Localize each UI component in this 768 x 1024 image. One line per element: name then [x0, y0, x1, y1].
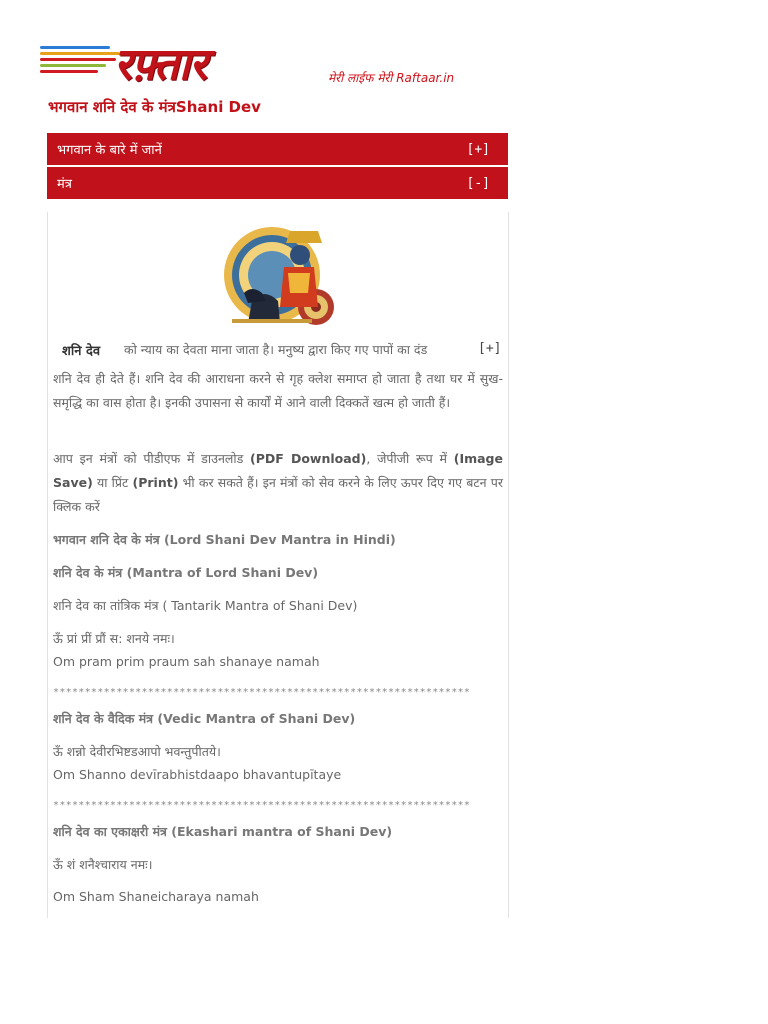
pdf-download-label: (PDF Download) [250, 451, 367, 466]
ekakshari-mantra-roman: Om Sham Shaneicharaya namah [53, 889, 259, 904]
tantrik-mantra-hindi: ऊँ प्रां प्रीं प्रौं स: शनये नमः। [53, 631, 175, 646]
tantrik-heading: शनि देव का तांत्रिक मंत्र ( Tantarik Mantra of Shani Dev) [53, 598, 358, 613]
separator: ****************************************************************** [53, 800, 471, 811]
intro-deity-name: शनि देव [62, 344, 101, 359]
tantrik-mantra-roman: Om pram prim praum sah shanaye namah [53, 654, 320, 669]
download-note-text: या प्रिंट [92, 475, 133, 490]
print-label: (Print) [132, 475, 179, 490]
raftaar-logo[interactable] [40, 38, 484, 92]
download-note-text: , जेपीजी रूप में [366, 451, 454, 466]
read-more-toggle[interactable]: [+] [478, 341, 502, 356]
mantra-sub-heading: शनि देव के मंत्र (Mantra of Lord Shani Dev) [53, 565, 319, 580]
intro-continuation: शनि देव ही देते हैं। शनि देव की आराधना करने से गृह क्लेश समाप्त हो जाता है तथा घर में सुख-समृद्धि का वास होता है। इनकी उपासना से कार्यों में आने वाली दिक्कतें खत्म हो जाती हैं। [53, 371, 503, 410]
logo-streak [40, 70, 98, 73]
vedic-mantra-hindi: ऊँ शन्नो देवीरभिष्टडआपो भवन्तुपीतये। [53, 744, 221, 759]
logo-streak [40, 52, 120, 55]
shani-dev-image [222, 223, 334, 333]
accordion-label: मंत्र [57, 177, 72, 192]
intro-lead-text: को न्याय का देवता माना जाता है। मनुष्य द्वारा किए गए पापों का दंड [124, 342, 428, 357]
logo-streak [40, 64, 106, 67]
separator: ****************************************************************** [53, 687, 471, 698]
logo-streak [40, 46, 110, 49]
download-note [53, 447, 503, 519]
vedic-heading: शनि देव के वैदिक मंत्र (Vedic Mantra of Shani Dev) [53, 711, 356, 726]
logo-tagline: मेरी लाईफ मेरी Raftaar.in [328, 71, 455, 85]
accordion-about-deity[interactable] [47, 133, 508, 165]
mantra-main-heading: भगवान शनि देव के मंत्र (Lord Shani Dev Mantra in Hindi) [53, 532, 396, 547]
logo-streak [40, 58, 116, 61]
accordion-label: भगवान के बारे में जानें [57, 143, 162, 158]
ekakshari-mantra-hindi: ऊँ शं शनैश्चाराय नमः। [53, 857, 153, 872]
download-note-text: आप इन मंत्रों को पीडीएफ में डाउनलोड [53, 451, 251, 466]
accordion-mantra[interactable] [47, 167, 508, 199]
image-save-label: (Image Save) [53, 451, 503, 490]
ekakshari-heading: शनि देव का एकाक्षरी मंत्र (Ekashari mantra of Shani Dev) [53, 824, 393, 839]
page-title: भगवान शनि देव के मंत्रShani Dev [48, 98, 261, 116]
expand-toggle[interactable]: [+] [466, 141, 490, 157]
download-note-text: भी कर सकते हैं। इन मंत्रों को सेव करने के लिए ऊपर दिए गए बटन पर क्लिक करें [53, 475, 504, 514]
collapse-toggle[interactable]: [-] [466, 175, 490, 191]
vedic-mantra-roman: Om Shanno devīrabhistdaapo bhavantupītaye [53, 767, 342, 782]
logo-text: रफ़्तार [114, 39, 207, 90]
